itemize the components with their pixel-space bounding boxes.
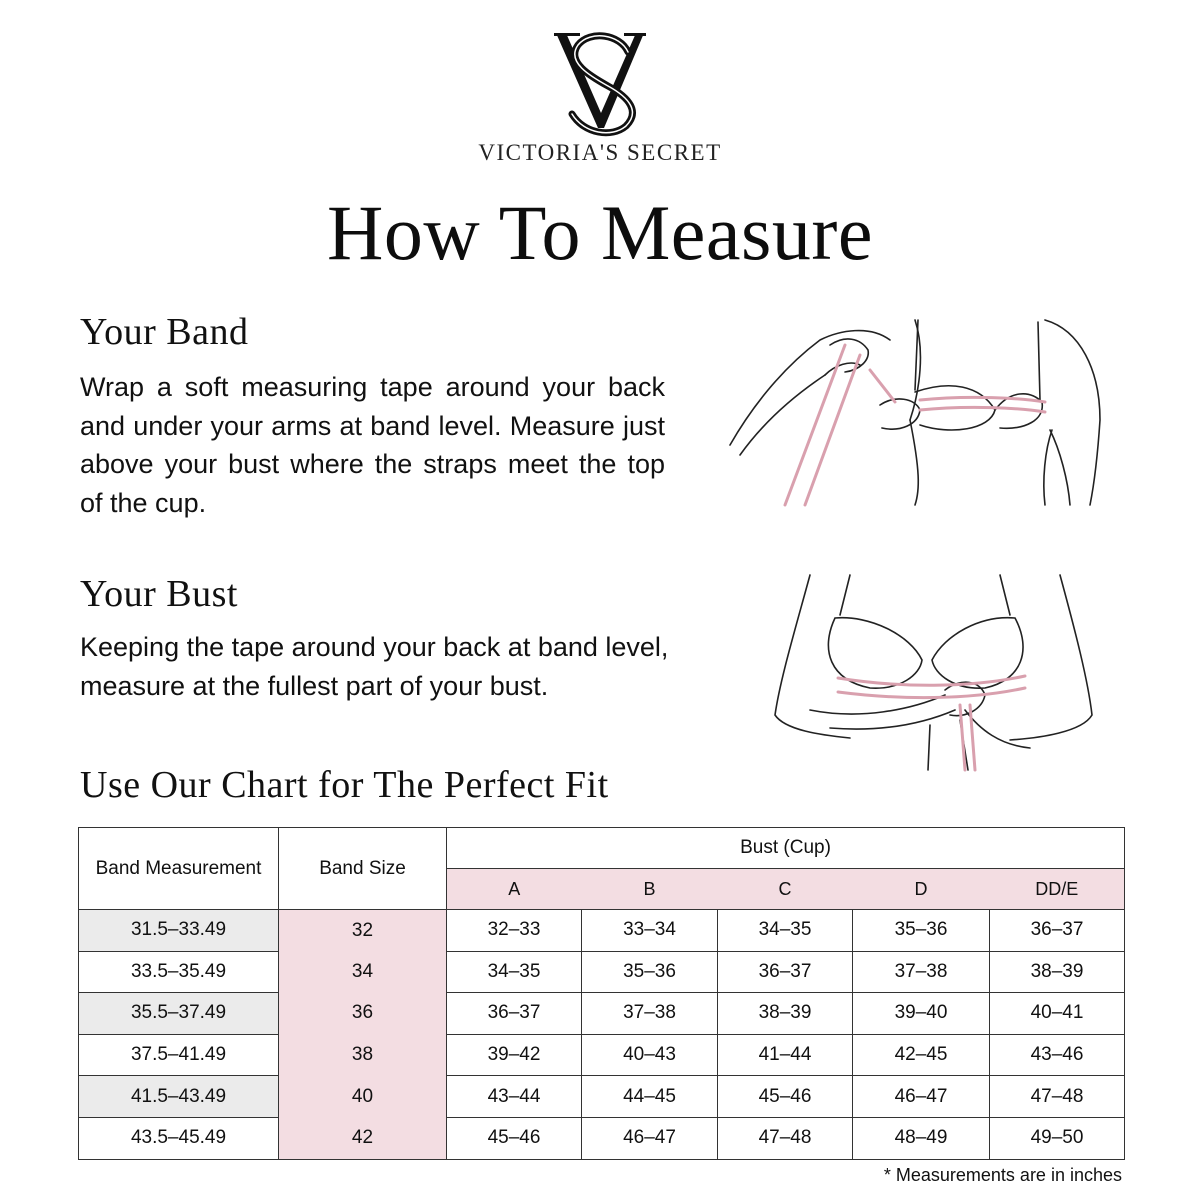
header-band-measurement: Band Measurement <box>79 828 279 910</box>
band-measurement-cell: 35.5–37.49 <box>79 993 279 1035</box>
bust-measure-illustration <box>770 570 1100 770</box>
cup-value-cell: 38–39 <box>718 993 853 1035</box>
header-bust-cup: Bust (Cup) <box>447 828 1125 869</box>
cup-value-cell: 48–49 <box>853 1117 990 1159</box>
cup-value-cell: 35–36 <box>582 951 718 993</box>
cup-header: A <box>447 869 582 910</box>
band-size-cell: 42 <box>279 1117 447 1159</box>
cup-value-cell: 42–45 <box>853 1034 990 1076</box>
band-size-cell: 36 <box>279 993 447 1035</box>
cup-value-cell: 43–46 <box>990 1034 1125 1076</box>
band-size-cell: 34 <box>279 951 447 993</box>
measurement-footnote: * Measurements are in inches <box>883 1165 1122 1185</box>
cup-header: D <box>853 869 990 910</box>
chart-heading: Use Our Chart for The Perfect Fit <box>80 764 609 806</box>
band-measurement-cell: 41.5–43.49 <box>79 1076 279 1118</box>
cup-value-cell: 36–37 <box>447 993 582 1035</box>
cup-value-cell: 41–44 <box>718 1034 853 1076</box>
table-row <box>79 910 1125 952</box>
table-row <box>79 1117 1125 1159</box>
band-heading: Your Band <box>80 311 249 353</box>
cup-value-cell: 49–50 <box>990 1117 1125 1159</box>
band-size-cell: 38 <box>279 1034 447 1076</box>
brand-name: VICTORIA'S SECRET <box>478 140 722 165</box>
cup-value-cell: 36–37 <box>990 910 1125 952</box>
cup-value-cell: 37–38 <box>853 951 990 993</box>
band-measurement-cell: 37.5–41.49 <box>79 1034 279 1076</box>
cup-value-cell: 47–48 <box>990 1076 1125 1118</box>
cup-value-cell: 39–42 <box>447 1034 582 1076</box>
cup-value-cell: 46–47 <box>582 1117 718 1159</box>
table-row <box>79 1034 1125 1076</box>
bust-instructions: Keeping the tape around your back at band level, measure at the fullest part of your bust. <box>80 632 669 701</box>
header-band-size: Band Size <box>279 828 447 910</box>
cup-value-cell: 34–35 <box>718 910 853 952</box>
cup-value-cell: 34–35 <box>447 951 582 993</box>
band-measure-illustration <box>720 310 1120 510</box>
cup-value-cell: 40–43 <box>582 1034 718 1076</box>
cup-value-cell: 32–33 <box>447 910 582 952</box>
band-instructions: Wrap a soft measuring tape around your back and under your arms at band level. Measure just above your bust where the straps meet the top of the cup. <box>80 372 665 518</box>
cup-value-cell: 44–45 <box>582 1076 718 1118</box>
cup-header: B <box>582 869 718 910</box>
cup-value-cell: 33–34 <box>582 910 718 952</box>
cup-header: DD/E <box>990 869 1125 910</box>
cup-value-cell: 39–40 <box>853 993 990 1035</box>
table-row <box>79 1076 1125 1118</box>
size-chart-table <box>78 827 1125 1160</box>
band-size-cell: 40 <box>279 1076 447 1118</box>
page-title: How To Measure <box>327 189 873 276</box>
band-measurement-cell: 43.5–45.49 <box>79 1117 279 1159</box>
vs-logo-icon <box>0 0 1200 140</box>
cup-value-cell: 36–37 <box>718 951 853 993</box>
cup-header: C <box>718 869 853 910</box>
table-row <box>79 993 1125 1035</box>
cup-value-cell: 45–46 <box>447 1117 582 1159</box>
cup-value-cell: 43–44 <box>447 1076 582 1118</box>
cup-value-cell: 45–46 <box>718 1076 853 1118</box>
band-size-cell: 32 <box>279 910 447 952</box>
band-measurement-cell: 31.5–33.49 <box>79 910 279 952</box>
cup-value-cell: 38–39 <box>990 951 1125 993</box>
band-measurement-cell: 33.5–35.49 <box>79 951 279 993</box>
cup-value-cell: 47–48 <box>718 1117 853 1159</box>
cup-value-cell: 40–41 <box>990 993 1125 1035</box>
cup-value-cell: 35–36 <box>853 910 990 952</box>
cup-value-cell: 37–38 <box>582 993 718 1035</box>
cup-value-cell: 46–47 <box>853 1076 990 1118</box>
table-row <box>79 951 1125 993</box>
bust-heading: Your Bust <box>80 573 238 615</box>
